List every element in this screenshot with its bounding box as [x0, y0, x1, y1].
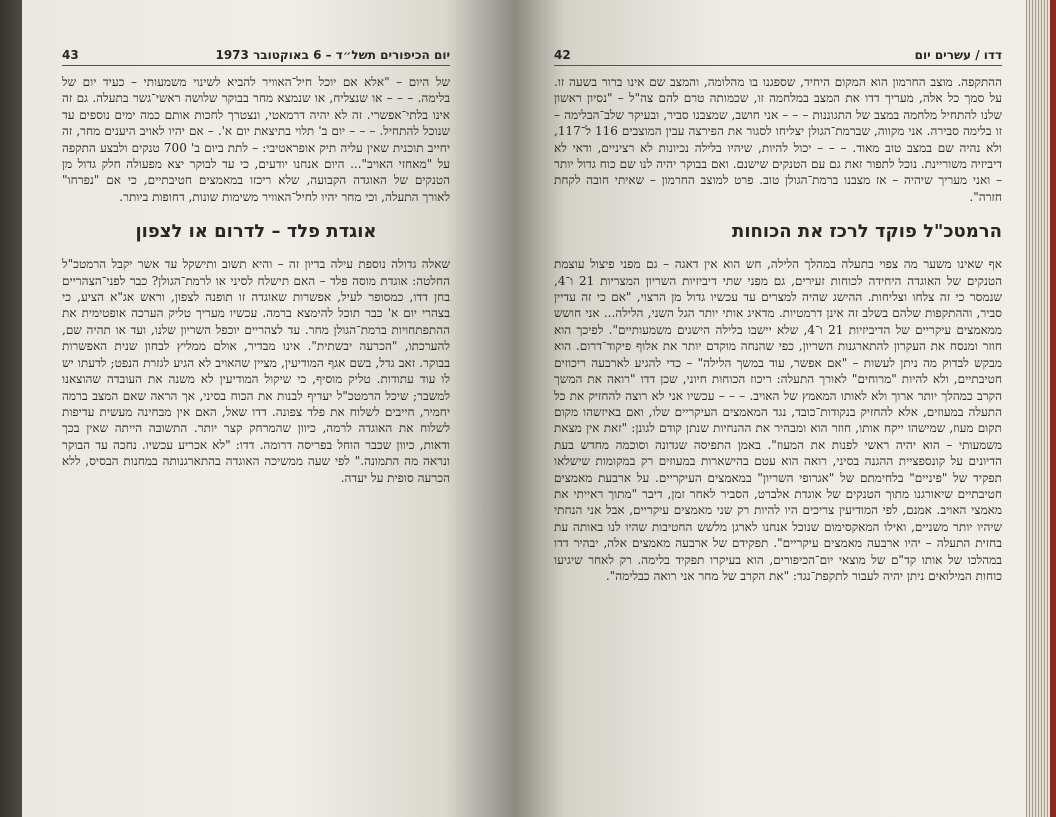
book-cover-edge	[1050, 0, 1056, 817]
left-running-head: יום הכיפורים תשל״ד – 6 באוקטובר 1973	[215, 48, 450, 62]
right-body-text: אף שאינו משער מה צפוי בתעלה במהלך הלילה, חש הוא אין דאגה – גם מפני פיצול עוצמת הטנקים של האוגדה היחידה לכוחות זעירים, גם מפני שתי דיביזיות השריון המצריות 21 ו־4, שנמסר כי זה צלחו וצליחות. ההישג שהיה למצרים עד עכשיו גדול מן הרצוי, "אם כי זה עדיין סביר, וההתקפות שלהם בשלב זה אינן דרמטיות. מדאיג אותי יותר הגל השני, הלילה... אני חושש ממאמצים עיקריים של הדיביזיות 21 ו־4, שלא יישבו בלילה הישגים משמעותיים". לפיכך הוא חוזר ומנסח את העקרון להתארגנות השריון, כפי שהנחה מוקדם יותר את אלוף פיקוד־דרום. הוא מבקש לבדוק מה ניתן לעשות – "אם אפשר, עוד במשך הלילה" – כדי להגיע לארבעה ריכוזים חטיבתיים, ולא להיות "מרוחים" לאורך התעלה: ריכוז הכוחות חיוני, שכן דדו "רואה את המשך הקרב כמהלך יותר ארוך ולא לאותו המאמץ של האויב. – – – עכשיו אני לא רוצה להחזיק את כל התעלה במעוזים, אלא להחזיק בנקודות־כובד, נגד המאמצים העיקריים שלו, ואם באיזשהו מקום תקום מעוז, שמישהו ייקח אותו, חוזר הוא ומבהיר את ההנחיות שנתן קודם לגונן: "זאת אין מצאת משמעותי – הוא יהיה ראשי לפנות את המעוז". באמן התפיסה שגדונה וסוכמה מחדש בעת הדיונים על קונספציית ההגנה בסיני, רואה הוא עטם בהישארות במעוזים רק במקומות שישלאו תפקיד של "פיניים" בלחימתם של "אגרופי השריון" במאמצים העיקריים. על ארבעת מאמצים חטיבתיים שיאורגנו מתוך הטנקים של אוגדת אלברט, הסביר לאחר זמן, דיבר "מתוך ראייתי את מאמצי האויב. אמנם, לפי המודיעין צריכים היו להיות רק שני מאמצים עיקריים, אבל אני הנחתי שיהיו יותר משניים, ואילו המאקסימום שנוכל אנחנו לארגן מלשש החטיבות שהיו לנו באותה עת בחזית התעלה – יהיו ארבעה מאמצים עיקריים". תפקידם של ארבעה מאמצים אלה, יבהיר דדו במהלכו של אותו קד"ם של מוצאי יום־הכיפורים, הוא בעיקרו תפקיד בלימה. רק לאחר שיגיעו כוחות המילואים ניתן יהיה לעבור לתקפת־נגד: "את הקרב של מחר אני רואה כבלימה".	[554, 257, 1002, 583]
left-intro-paragraph: של היום – "אלא אם יוכל חיל־האוויר להביא לשינוי משמעותי – כעיד יום של בלימה. – – – או שנצליח, או שנמצא מחר בבוקר שלושה ראשי־גשר בתעלה. גם זה אינו בלתי־אפשרי. זה לא יהיה דרמאטי, ונצטרך לחכות אותם כמה ימים נוספים עד שנוכל להתחיל. – – – יום ב' תלוי בתיצאת יום א'. – אם יהיו לאויב היענים מחר, זה יחייב תוכנית שאין עליה תיק אופראטיבי: – לתת ביום ב' 700 טנקים ולבצע התקפה על "מאחזי האויב"... היום אנחנו יודעים, כי עד לבוקר יצא מפעולה חלק גדול מן הטנקים של האוגדה הקבועה, שלא ריכזו במאמצים חטיבתיים, כי אם "נפרחו" לאורך התעלה, וכי מחר יהיו לחיל־האוויר משימות שונות, דחופות ביותר.	[62, 75, 450, 204]
right-page-number: 42	[554, 48, 571, 62]
left-section-title: אוגדת פלד – לדרום או לצפון	[135, 221, 377, 243]
right-running-head: דדו / עשרים יום	[914, 48, 1002, 62]
left-body-text: שאלה גדולה נוספת עילה בדיון זה – והיא תשוב ותישקל עד אשר יקבל הרמטכ"ל החלטה: אוגדת מוסה פלד – האם תישלח לסיני או לרמת־הגולן? כבר לפני־הצהריים בחן דדו, כמסופר לעיל, אפשרות שאוגדה זו תופנה לצפון, וראש אג"א הציע, כי בצהרי יום א' כבר תוכל להימצא ברמה. עכשיו מעריך טליק הערכה אופטימית את ההתפתחויות ברמת־הגולן מחר. עד לצהריים יוכפל השריון שלנו, ועד או תהיה שם, להערכתו, "הכרעה יבשתית". אינו מבדיר, אולם ממליץ לבחון שנית האפשרות בבוקר. זאב גדל, בשם אגף המודיעין, מציין שהאויב לא הגיע לגזרת הנפט; לדעתו יש לו עוד עתודות. טליק מוסיף, כי שיקול המודיעין לא משנה את העובדה שהוצאנו למשבר; שיכל הרמטכ"ל יעדיף לבנות את הכוח בסיני, אך הראה שאם המצב ברמה יחמיר, חייבים לשלוח את פלד צפונה. דדו שאל, האם אין מבחינה מעשית עדיפות לשלוח את האוגדה לרמה, כיוון שהמרחק קצר יותר. התשובה הייתה שאין בכך ודאות, כיוון שכבר הוחל בפריסה דרומה. דדו: "לא אכריע עכשיו. נחכה עד הבוקר ונראה מה התמונה." לפי שעה ממשיכה האוגדה בהתארגנותה במחנות הבסיס, ללא הכרעה סופית על יעדה.	[62, 257, 450, 485]
right-section-title: הרמטכ"ל פוקד לרכז את הכוחות	[732, 221, 1002, 243]
right-page-header	[554, 48, 1002, 66]
right-intro-paragraph: ההתקפה. מוצב החרמון הוא המקום היחיד, שספגנו בו מהלומה, והמצב שם אינו ברור בשעה זו. על סמך כל אלה, מעריך דדו את המצב במלחמה זו, שכמותה טרם להם צה"ל – "נסיון ראשון שלנו להתחיל מלחמה במצב של התגוננות – – – אני חושב, שמצבנו סביר, ובעיקר שלב־הבלימה – זו בלימה סבירה. אני מקווה, שברמת־הגולן יצליחו לסגור את הפירצה עבין המוצבים 116 ל־117, ולא נהיה שם במצב טוב מאוד. – – – יכול להיות, שיהיו בלילה נכיונות לא רציניים, ודאי לא דיביזיה משוריינת. נוכל לתפור זאת גם עם הטנקים שישנם. ואם בבוקר יהיה לנו שם כוח גדול יותר – ואני מעריך שיהיה – אז מצבנו ברמת־הגולן טוב. פרט למוצב החרמון – שאיתי חובה לקחת חזרה".	[554, 75, 1003, 204]
left-page-header	[62, 48, 450, 66]
left-page	[22, 0, 514, 817]
left-page-number: 43	[62, 48, 79, 62]
right-page	[514, 0, 1026, 817]
